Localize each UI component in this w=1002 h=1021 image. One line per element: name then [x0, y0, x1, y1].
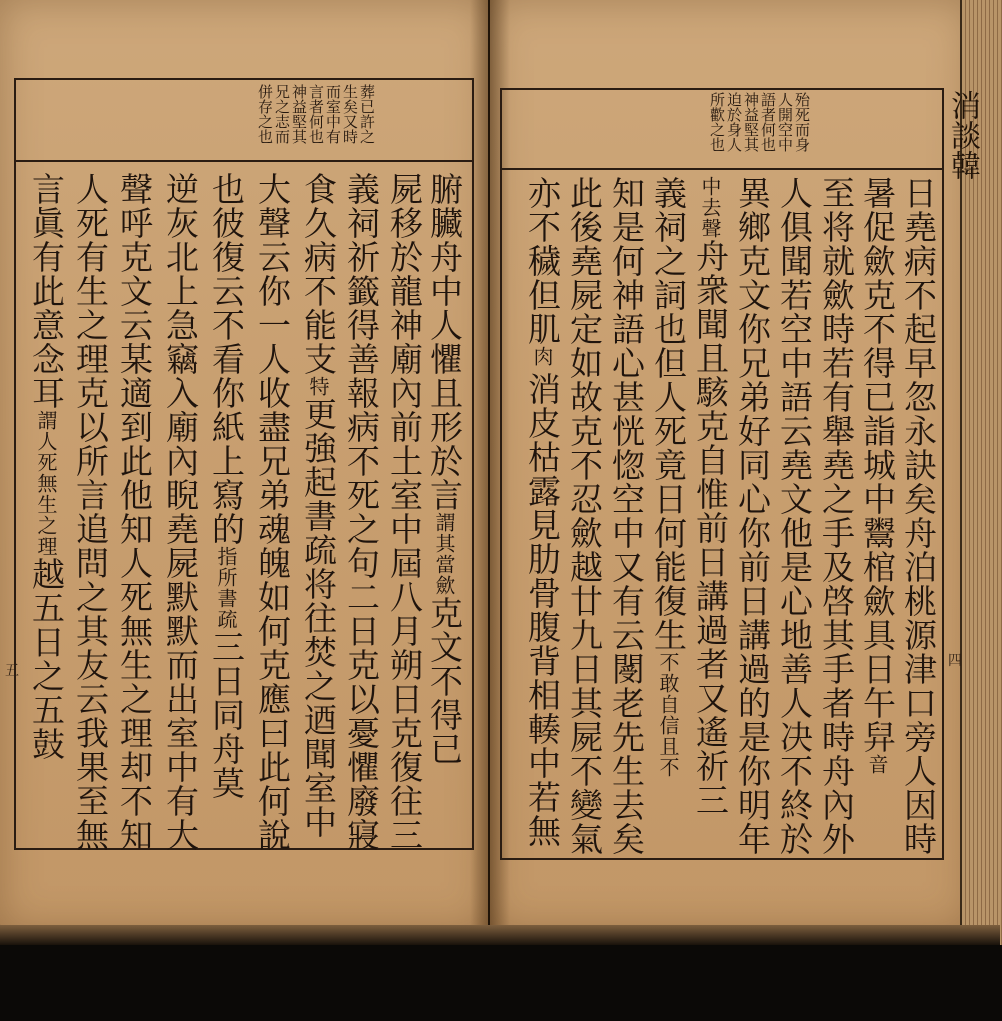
- left-column-2: 屍移於龍神廟內前土室中屆八月朔日克復往三: [385, 172, 424, 852]
- left-header-rule: [14, 160, 472, 162]
- left-header-note: 葬已許之 生矣又時 而室中有 言者何也 神益堅其 兄之志而 併存之也: [256, 84, 376, 144]
- right-column-8: 知是何神語心甚恍惚空中又有云閿老先生去矣: [607, 176, 646, 856]
- right-header-rule: [500, 168, 942, 170]
- left-column-5: 大聲云你一人收盡兄弟魂魄如何克應曰此何說: [253, 172, 292, 852]
- left-column-7: 逆灰北上急竊入廟內睨堯屍默默而出室中有大: [161, 172, 200, 852]
- right-column-11: 消皮枯露見肋骨腹背相輳中若無: [523, 372, 562, 848]
- left-column-4: 食久病不能支特更強起書疏将往焚之迺聞室中: [299, 172, 338, 839]
- left-column-3: 義祠祈籤得善報病不死之句二日克以憂懼廢寢: [342, 172, 381, 852]
- left-column-10: 言眞有此意念耳謂人死無生之理越五日之五鼓: [27, 172, 66, 761]
- left-column-9: 人死有生之理克以所言追問之其友云我果至無: [71, 172, 110, 852]
- margin-title: 消談韓: [945, 90, 980, 180]
- right-column-6: 中去聲舟衆聞且駭克自惟前日講過者又遙祈三: [691, 176, 730, 817]
- left-column-8: 聲呼克文云某適到此他知人死無生之理却不知: [115, 172, 154, 852]
- bottom-shadow: [0, 925, 1000, 945]
- right-column-10: 亦不穢但肌肉: [523, 176, 562, 367]
- right-column-1: 日堯病不起早忽永訣矣舟泊桃源津口旁人因時: [899, 176, 938, 856]
- right-header-note: 殆死而身 人開空中 語者何也 神益堅其 迫於身人 所歡之也: [708, 92, 811, 152]
- right-column-2: 暑促歛克不得已詣城中鬻棺歛具日午舁音: [858, 176, 897, 775]
- left-folio: 五: [5, 663, 19, 679]
- right-column-5: 異鄉克文你兄弟好同心你前日講過的是你明年: [733, 176, 772, 856]
- right-folio: 四: [948, 653, 962, 669]
- right-column-4: 人俱聞若空中語云堯文他是心地善人决不終於: [775, 176, 814, 856]
- right-column-9: 此後堯屍定如故克不忍歛越廿九日其屍不變氣: [565, 176, 604, 856]
- right-column-7: 義祠之詞也但人死竟日何能復生不敢自信且不: [649, 176, 688, 778]
- right-column-3: 至将就歛時若有舉堯之手及啓其手者時舟內外: [817, 176, 856, 856]
- left-column-6: 也彼復云不看你紙上寫的指所書疏三日同舟莫: [207, 172, 246, 800]
- left-column-1: 腑臟舟中人懼且形於言謂其當歛克文不得已: [425, 172, 464, 766]
